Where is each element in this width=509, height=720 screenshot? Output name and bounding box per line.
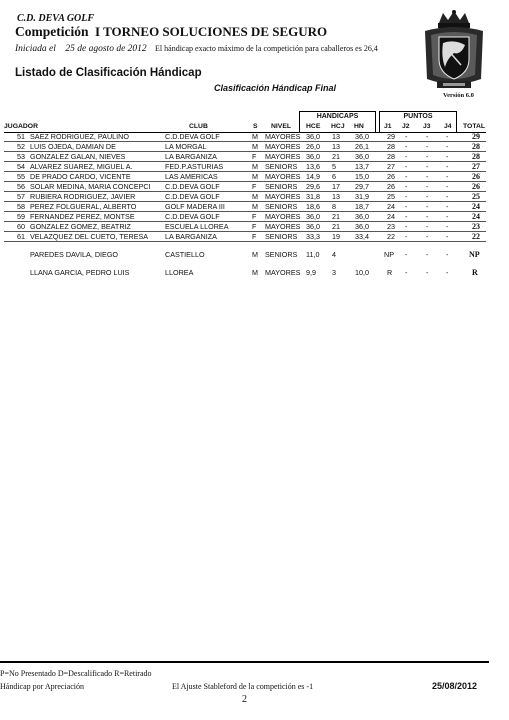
cell-hcj: 21 [332, 212, 340, 221]
cell-club: C.D.DEVA GOLF [165, 192, 220, 201]
cell-total: 27 [472, 162, 480, 171]
footer-legend: P=No Presentado D=Descalificado R=Retirado [0, 669, 152, 678]
handicap-note: El hándicap exacto máximo de la competición para caballeros es 26,4 [155, 44, 378, 53]
cell-player-name: LUIS OJEDA, DAMIAN DE [30, 142, 116, 151]
table-row [0, 182, 509, 192]
table-row [0, 222, 509, 232]
cell-club: LA MORGAL [165, 142, 207, 151]
competition-title [15, 24, 327, 40]
cell-position: 57 [17, 192, 25, 201]
column-divider [299, 122, 300, 132]
cell-player-name: GONZALEZ GOMEZ, BEATRIZ [30, 222, 131, 231]
cell-hce: 31,8 [306, 192, 320, 201]
cell-j2: - [405, 182, 408, 191]
cell-sex: M [252, 250, 258, 259]
table-row [0, 268, 509, 278]
cell-hce: 18,6 [306, 202, 320, 211]
cell-j2: - [405, 268, 408, 277]
cell-j1: 27 [387, 162, 395, 171]
cell-hce: 33,3 [306, 232, 320, 241]
cell-hce: 14,9 [306, 172, 320, 181]
cell-level: MAYORES [265, 142, 301, 151]
cell-hn: 29,7 [355, 182, 369, 191]
classification-title: Clasificación Hándicap Final [214, 83, 337, 93]
cell-hn: 31,9 [355, 192, 369, 201]
cell-j4: - [446, 172, 449, 181]
cell-hn: 36,0 [355, 132, 369, 141]
cell-level: MAYORES [265, 172, 301, 181]
cell-player-name: RUBIERA RODRIGUEZ, JAVIER [30, 192, 136, 201]
cell-sex: M [252, 142, 258, 151]
cell-total: 23 [472, 222, 480, 231]
column-divider [456, 122, 457, 132]
cell-hce: 11,0 [306, 250, 320, 259]
cell-j4: - [446, 182, 449, 191]
cell-position: 54 [17, 162, 25, 171]
cell-total: 26 [472, 182, 480, 191]
cell-sex: M [252, 172, 258, 181]
cell-j2: - [405, 132, 408, 141]
cell-total: 28 [472, 152, 480, 161]
cell-hcj: 13 [332, 192, 340, 201]
cell-hn: 36,0 [355, 152, 369, 161]
cell-hcj: 21 [332, 222, 340, 231]
cell-position: 56 [17, 182, 25, 191]
column-divider [375, 122, 376, 132]
handicaps-group-header: HANDICAPS [299, 111, 376, 122]
cell-hce: 36,0 [306, 132, 320, 141]
cell-sex: M [252, 162, 258, 171]
table-row [0, 212, 509, 222]
cell-j1: 24 [387, 202, 395, 211]
table-row [0, 250, 509, 260]
col-hce: HCE [306, 123, 321, 130]
cell-player-name: SAEZ RODRIGUEZ, PAULINO [30, 132, 129, 141]
footer-rule [0, 661, 489, 663]
cell-hce: 29,6 [306, 182, 320, 191]
cell-j2: - [405, 202, 408, 211]
footer-handicap-note: Hándicap por Apreciación [0, 682, 84, 691]
cell-club: C.D.DEVA GOLF [165, 212, 220, 221]
cell-j4: - [446, 162, 449, 171]
cell-club: LA BARGANIZA [165, 232, 217, 241]
cell-j1: 22 [387, 232, 395, 241]
cell-club: GOLF MADERA III [165, 202, 225, 211]
version-label: Versión 6.0 [443, 92, 474, 99]
cell-j4: - [446, 268, 449, 277]
cell-level: MAYORES [265, 268, 301, 277]
puntos-group-header: PUNTOS [379, 111, 457, 122]
cell-hcj: 4 [332, 250, 336, 259]
col-j3: J3 [423, 123, 431, 130]
cell-player-name: LLANA GARCIA, PEDRO LUIS [30, 268, 130, 277]
listing-title: Listado de Clasificación Hándicap [15, 67, 202, 79]
cell-level: MAYORES [265, 222, 301, 231]
cell-position: 60 [17, 222, 25, 231]
cell-j1: 25 [387, 192, 395, 201]
cell-j3: - [426, 250, 429, 259]
cell-j1: 29 [387, 132, 395, 141]
competition-prefix: Competición [15, 24, 89, 39]
cell-j4: - [446, 212, 449, 221]
cell-hce: 36,0 [306, 222, 320, 231]
cell-sex: F [252, 212, 257, 221]
cell-hn: 18,7 [355, 202, 369, 211]
cell-hcj: 13 [332, 142, 340, 151]
cell-j4: - [446, 250, 449, 259]
cell-j3: - [426, 222, 429, 231]
cell-j2: - [405, 152, 408, 161]
col-total: TOTAL [463, 123, 486, 130]
cell-total: 22 [472, 232, 480, 241]
table-row [0, 232, 509, 242]
cell-total: R [472, 268, 478, 277]
cell-player-name: VELAZQUEZ DEL CUETO, TERESA [30, 232, 149, 241]
cell-j2: - [405, 162, 408, 171]
cell-level: MAYORES [265, 152, 301, 161]
cell-j1: 23 [387, 222, 395, 231]
cell-hn: 33,4 [355, 232, 369, 241]
cell-j2: - [405, 222, 408, 231]
col-club: CLUB [189, 123, 208, 130]
cell-total: NP [469, 250, 480, 259]
cell-club: C.D.DEVA GOLF [165, 182, 220, 191]
cell-j3: - [426, 152, 429, 161]
cell-j1: 24 [387, 212, 395, 221]
cell-level: SENIORS [265, 182, 298, 191]
cell-player-name: SOLAR MEDINA, MARIA CONCEPCI [30, 182, 151, 191]
cell-club: LAS AMERICAS [165, 172, 218, 181]
start-date-line [15, 44, 378, 54]
cell-hcj: 8 [332, 202, 336, 211]
cell-j3: - [426, 268, 429, 277]
cell-position: 53 [17, 152, 25, 161]
cell-player-name: FERNANDEZ PEREZ, MONTSE [30, 212, 135, 221]
cell-total: 24 [472, 212, 480, 221]
cell-hce: 36,0 [306, 212, 320, 221]
cell-j1: 26 [387, 172, 395, 181]
cell-club: CASTIELLO [165, 250, 205, 259]
start-date: 25 de agosto de 2012 [65, 44, 147, 54]
cell-j3: - [426, 192, 429, 201]
cell-j4: - [446, 142, 449, 151]
cell-sex: M [252, 202, 258, 211]
cell-sex: M [252, 268, 258, 277]
cell-j1: R [387, 268, 393, 277]
cell-hcj: 5 [332, 162, 336, 171]
cell-j2: - [405, 250, 408, 259]
cell-hcj: 13 [332, 132, 340, 141]
cell-j3: - [426, 162, 429, 171]
cell-j1: 28 [387, 152, 395, 161]
cell-j1: NP [384, 250, 394, 259]
cell-sex: F [252, 222, 257, 231]
table-row [0, 142, 509, 152]
cell-total: 29 [472, 132, 480, 141]
cell-j2: - [405, 192, 408, 201]
club-crest-logo [421, 9, 487, 91]
cell-level: SENIORS [265, 250, 298, 259]
cell-total: 24 [472, 202, 480, 211]
cell-position: 55 [17, 172, 25, 181]
cell-j2: - [405, 172, 408, 181]
cell-level: MAYORES [265, 192, 301, 201]
cell-hn: 36,0 [355, 222, 369, 231]
column-divider [379, 122, 380, 132]
footer-date: 25/08/2012 [432, 681, 478, 691]
cell-hn: 13,7 [355, 162, 369, 171]
cell-j3: - [426, 182, 429, 191]
table-row [0, 202, 509, 212]
col-j4: J4 [444, 123, 452, 130]
col-j1: J1 [384, 123, 392, 130]
cell-sex: M [252, 192, 258, 201]
col-j2: J2 [402, 123, 410, 130]
row-divider [4, 241, 486, 242]
footer-stableford-note: El Ajuste Stableford de la competición es -1 [172, 682, 314, 691]
page-number: 2 [242, 694, 247, 705]
cell-total: 28 [472, 142, 480, 151]
cell-hcj: 6 [332, 172, 336, 181]
table-row [0, 162, 509, 172]
cell-level: SENIORS [265, 202, 298, 211]
cell-hcj: 3 [332, 268, 336, 277]
organization-name: C.D. DEVA GOLF [17, 13, 95, 24]
col-nivel: NIVEL [271, 123, 292, 130]
table-row [0, 132, 509, 142]
cell-hce: 9,9 [306, 268, 316, 277]
cell-position: 61 [17, 232, 25, 241]
cell-player-name: DE PRADO CARDO, VICENTE [30, 172, 131, 181]
cell-j4: - [446, 232, 449, 241]
cell-player-name: PEREZ FOLGUERAL, ALBERTO [30, 202, 137, 211]
start-label: Iniciada el [15, 44, 56, 54]
cell-total: 25 [472, 192, 480, 201]
cell-level: MAYORES [265, 212, 301, 221]
cell-j3: - [426, 132, 429, 141]
cell-hcj: 17 [332, 182, 340, 191]
cell-hn: 10,0 [355, 268, 369, 277]
cell-level: SENIORS [265, 232, 298, 241]
cell-position: 52 [17, 142, 25, 151]
cell-position: 59 [17, 212, 25, 221]
cell-j1: 26 [387, 182, 395, 191]
cell-sex: M [252, 132, 258, 141]
cell-j2: - [405, 232, 408, 241]
cell-sex: F [252, 152, 257, 161]
col-jugador: JUGADOR [4, 123, 38, 130]
cell-club: FED.P.ASTURIAS [165, 162, 224, 171]
cell-j4: - [446, 152, 449, 161]
cell-hn: 15,0 [355, 172, 369, 181]
cell-level: SENIORS [265, 162, 298, 171]
competition-name: I TORNEO SOLUCIONES DE SEGURO [95, 24, 328, 39]
cell-hce: 36,0 [306, 152, 320, 161]
cell-hn: 36,0 [355, 212, 369, 221]
cell-hn: 26,1 [355, 142, 369, 151]
cell-player-name: GONZALEZ GALAN, NIEVES [30, 152, 126, 161]
cell-j3: - [426, 142, 429, 151]
cell-club: ESCUELA LLOREA [165, 222, 229, 231]
cell-hce: 13,6 [306, 162, 320, 171]
cell-hcj: 19 [332, 232, 340, 241]
cell-player-name: ALVAREZ SUAREZ, MIGUEL A. [30, 162, 133, 171]
cell-j2: - [405, 212, 408, 221]
cell-position: 51 [17, 132, 25, 141]
cell-j4: - [446, 202, 449, 211]
cell-sex: F [252, 232, 257, 241]
cell-j4: - [446, 192, 449, 201]
cell-j3: - [426, 212, 429, 221]
cell-club: LA BARGANIZA [165, 152, 217, 161]
cell-j1: 28 [387, 142, 395, 151]
cell-j2: - [405, 142, 408, 151]
table-row [0, 172, 509, 182]
table-row [0, 192, 509, 202]
table-row [0, 152, 509, 162]
cell-club: LLOREA [165, 268, 194, 277]
cell-player-name: PAREDES DAVILA, DIEGO [30, 250, 119, 259]
cell-sex: F [252, 182, 257, 191]
cell-club: C.D.DEVA GOLF [165, 132, 220, 141]
cell-level: MAYORES [265, 132, 301, 141]
col-hcj: HCJ [331, 123, 345, 130]
cell-position: 58 [17, 202, 25, 211]
col-s: S [253, 123, 258, 130]
cell-j3: - [426, 232, 429, 241]
cell-hce: 26,0 [306, 142, 320, 151]
cell-j4: - [446, 222, 449, 231]
col-hn: HN [354, 123, 364, 130]
cell-total: 26 [472, 172, 480, 181]
cell-j4: - [446, 132, 449, 141]
cell-j3: - [426, 202, 429, 211]
cell-j3: - [426, 172, 429, 181]
cell-hcj: 21 [332, 152, 340, 161]
